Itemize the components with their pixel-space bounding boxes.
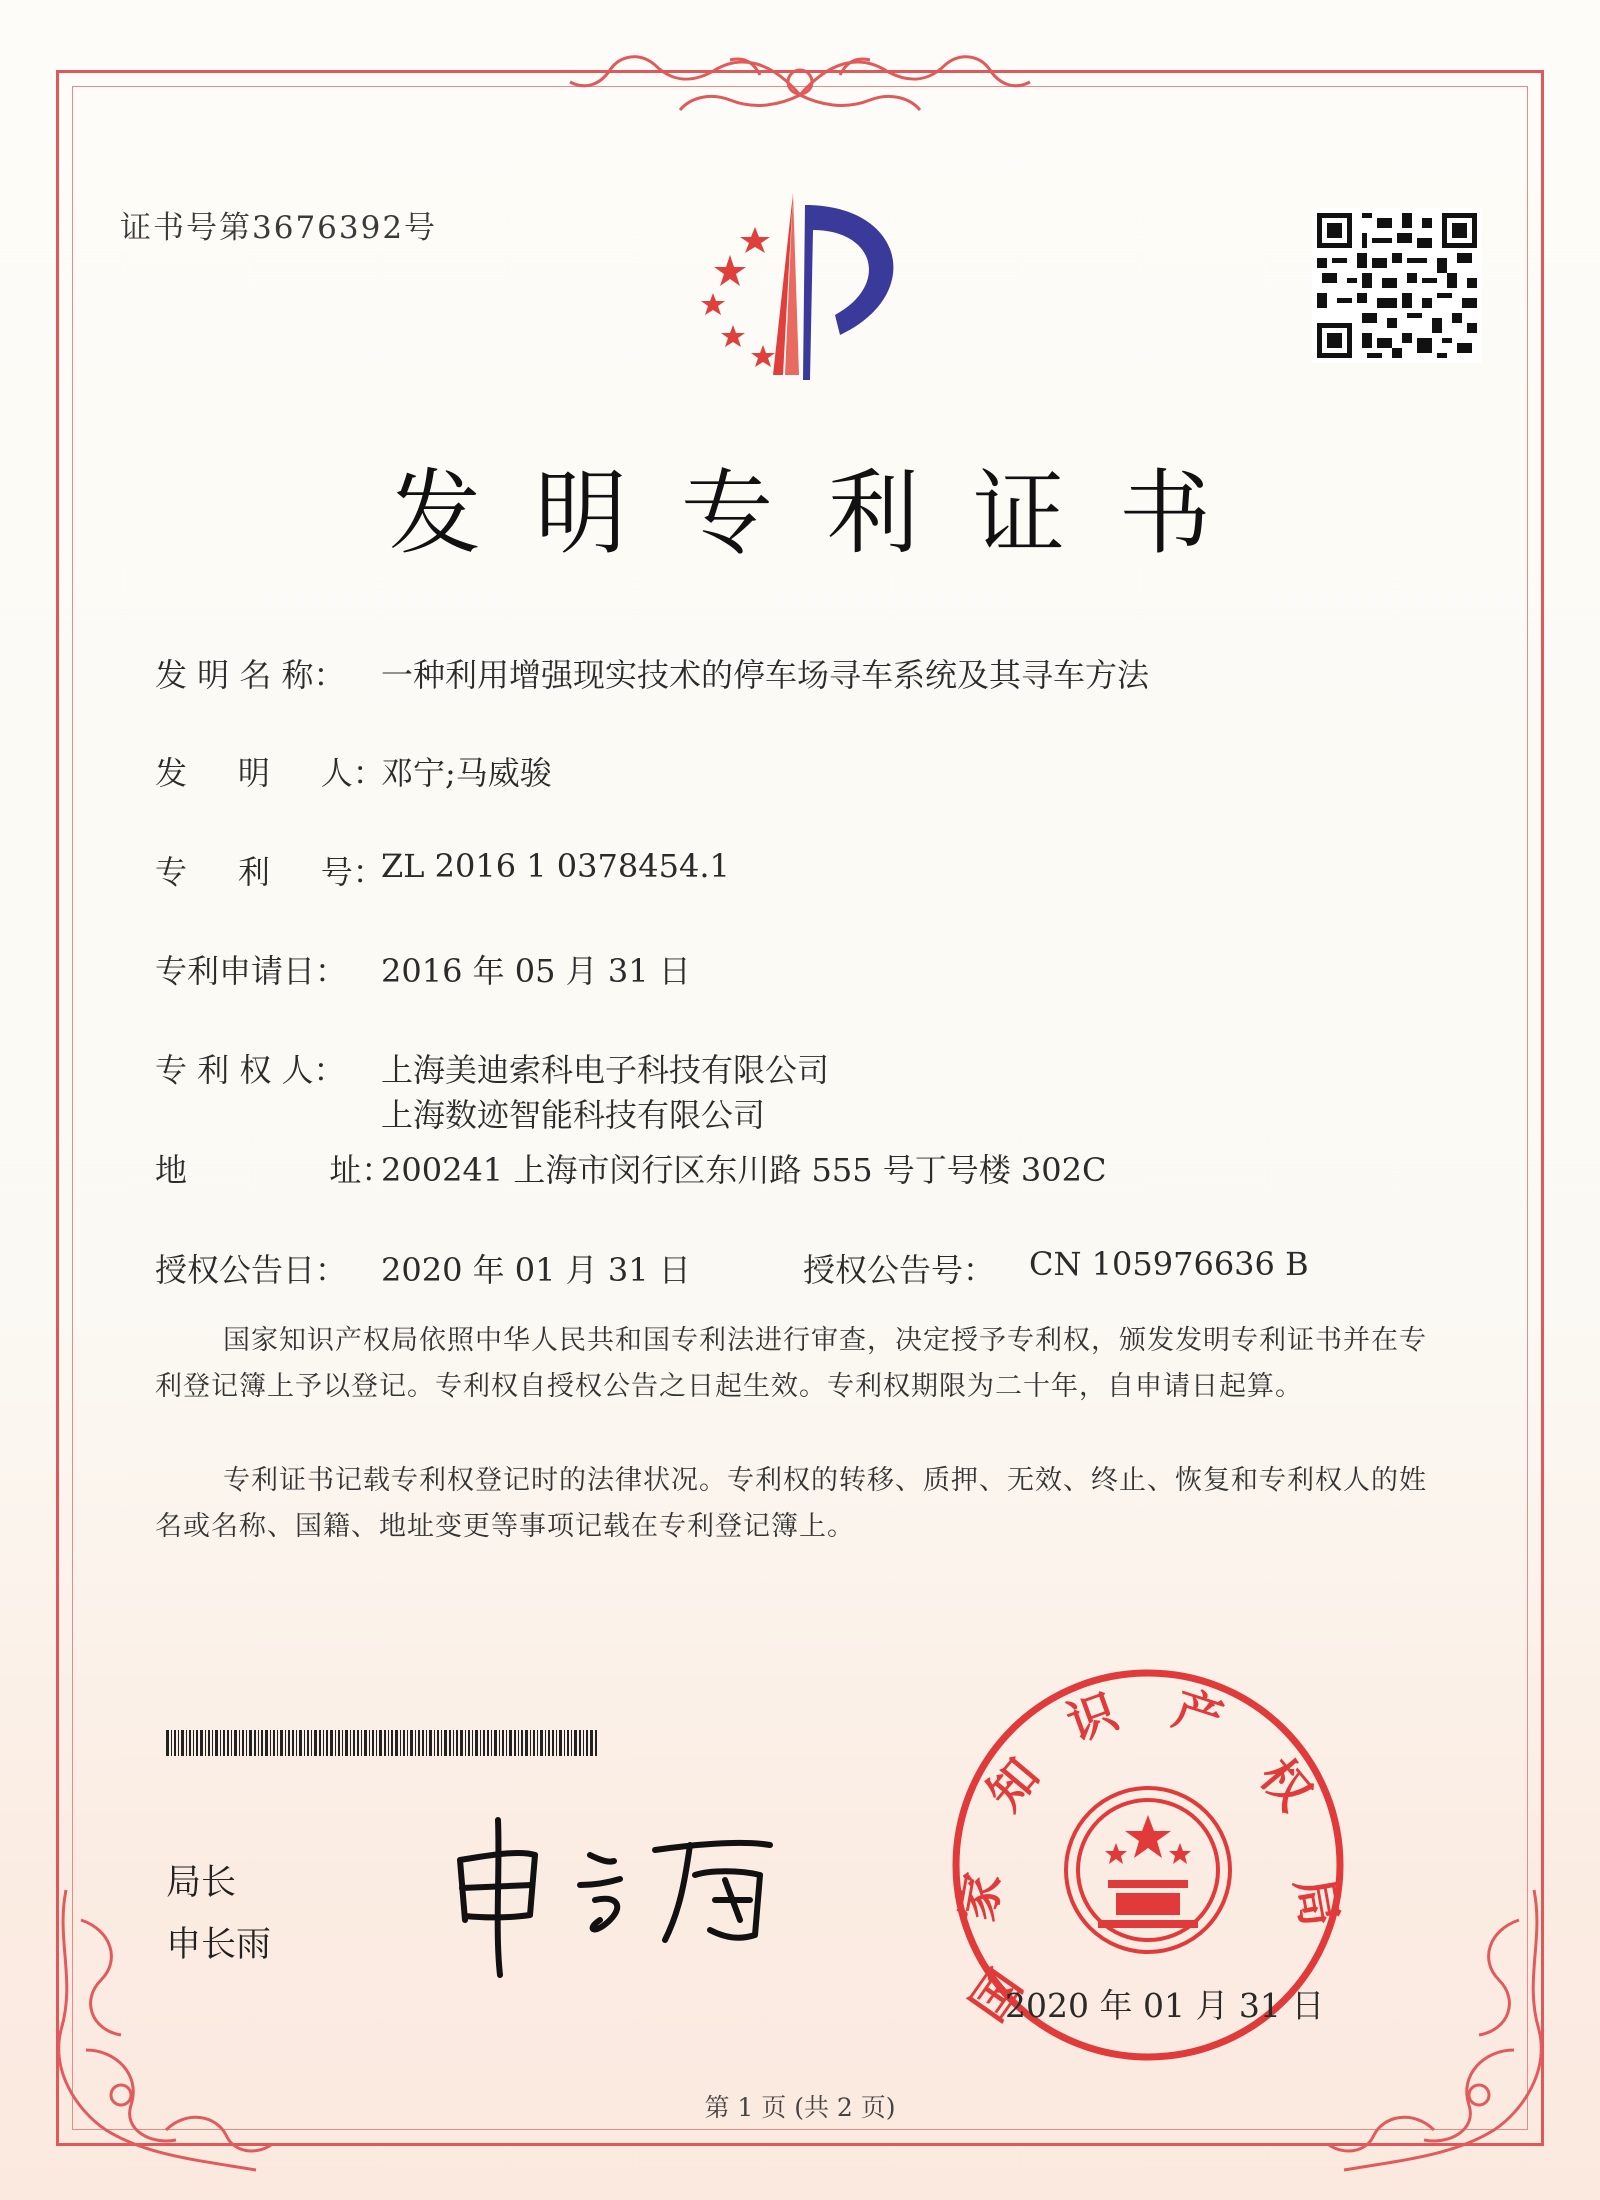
qr-code [1312, 208, 1482, 363]
patentee-label: 专 利 权 人： [155, 1051, 346, 1089]
svg-text:产: 产 [1166, 1680, 1230, 1749]
svg-text:权: 权 [1248, 1748, 1323, 1822]
patentee-value-2: 上海数迹智能科技有限公司 [381, 1096, 766, 1134]
seal-date: 2020 年 01 月 31 日 [1005, 1986, 1325, 2025]
patentee-value: 上海美迪索科电子科技有限公司 [381, 1051, 830, 1089]
barcode [166, 1730, 598, 1756]
grant-date-value: 2020 年 01 月 31 日 [381, 1251, 691, 1289]
certificate-title: 发明专利证书 [388, 460, 1265, 567]
handwritten-signature [440, 1800, 820, 1980]
announcement-number-value: CN 105976636 B [1029, 1245, 1309, 1283]
inventor-label: 发 明 人： [155, 754, 385, 792]
address-label: 地 址： [155, 1151, 394, 1189]
svg-text:识: 识 [1060, 1683, 1125, 1753]
signatory-name: 申长雨 [166, 1925, 272, 1965]
invention-name-value: 一种利用增强现实技术的停车场寻车系统及其寻车方法 [381, 656, 1150, 694]
patent-number-value: ZL 2016 1 0378454.1 [381, 847, 730, 885]
signatory-title: 局长 [166, 1863, 237, 1903]
legal-paragraph-2: 专利证书记载专利权登记时的法律状况。专利权的转移、质押、无效、终止、恢复和专利权人的姓名或名称、国籍、地址变更等事项记载在专利登记簿上。 [155, 1465, 1427, 1542]
application-date-label: 专利申请日： [155, 952, 348, 990]
inventor-value: 邓宁;马威骏 [381, 754, 552, 792]
grant-date-label: 授权公告日： [155, 1251, 348, 1289]
svg-text:家: 家 [948, 1868, 1012, 1926]
announcement-number-label: 授权公告号： [803, 1251, 996, 1289]
invention-name-label: 发 明 名 称： [155, 656, 346, 694]
svg-text:知: 知 [976, 1748, 1051, 1822]
legal-paragraph-1: 国家知识产权局依照中华人民共和国专利法进行审查，决定授予专利权，颁发发明专利证书并在专利登记簿上予以登记。专利权自授权公告之日起生效。专利权期限为二十年，自申请日起算。 [155, 1325, 1427, 1402]
top-ornament [540, 40, 1060, 130]
svg-text:国: 国 [960, 1960, 1034, 2032]
page-footer: 第 1 页 (共 2 页) [704, 2093, 896, 2122]
application-date-value: 2016 年 05 月 31 日 [381, 952, 691, 990]
certificate-number: 证书号第3676392号 [120, 210, 438, 246]
patent-number-label: 专 利 号： [155, 853, 385, 891]
address-value: 200241 上海市闵行区东川路 555 号丁号楼 302C [381, 1151, 1107, 1189]
svg-text:局: 局 [1284, 1873, 1348, 1931]
cnipa-emblem-logo [675, 185, 935, 385]
